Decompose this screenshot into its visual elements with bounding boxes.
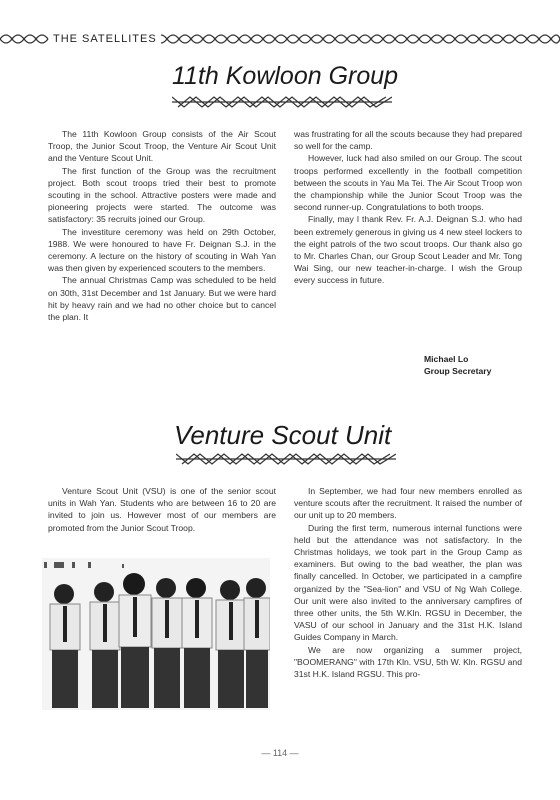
signature-name: Michael Lo: [424, 354, 469, 364]
paragraph: The 11th Kowloon Group consists of the Air Scout Troop, the Junior Scout Troop, the Venture Air Scout Unit and the Venture Scout Unit.: [48, 129, 276, 164]
paragraph: We are now organizing a summer project, "BOOMERANG" with 17th Kln. VSU, 5th W. Kln. RGSU and 31st H.K. Island RGSU. This pro-: [294, 644, 522, 680]
paragraph: The annual Christmas Camp was scheduled to be held on 30th, 31st December and 1st January. But we were hard hit by heavy rain and we had no other choice but to cancel the plan. It: [48, 275, 276, 323]
section-title-kowloon-group: 11th Kowloon Group: [172, 62, 399, 90]
section-title-venture-scout-unit: Venture Scout Unit: [174, 420, 392, 450]
paragraph: The investiture ceremony was held on 29th October, 1988. We were honoured to have Fr. Deignan S.J. in the ceremony. A lecture on the history of scouting in Wah Yan was then given by experienced scouters to the members.: [48, 226, 276, 274]
paragraph: The first function of the Group was the recruitment project. Both scout troops tried their best to promote scouting in the school. Attractive posters were made and pioneering projects were started. The outcome was satisfactory: 35 recruits joined our Group.: [48, 165, 276, 225]
paragraph: Venture Scout Unit (VSU) is one of the senior scout units in Wah Yan. Students who are between 16 to 20 are invited to join us. However most of our members are promoted from the Junior Scout Troop.: [48, 486, 276, 533]
section2-right-column: [294, 485, 522, 680]
section1-left-column: [48, 128, 276, 323]
paragraph: was frustrating for all the scouts because they had prepared so well for the camp.: [294, 129, 522, 152]
paragraph: Finally, may I thank Rev. Fr. A.J. Deignan S.J. who had been extremely generous in giving us 4 new steel lockers to the eight patrols of the two scout troops. Our thank also go to Mr. Charles Chan, our Group Scout Leader and Mr. Tong Wai Sing, our new teacher-in-charge. I wish the Group every success in future.: [294, 214, 522, 286]
paragraph: During the first term, numerous internal functions were held but the attendance was not satisfactory. In the Christmas holidays, we took part in the Group Camp as examiners. But owing to the bad weather, the plan was finally cancelled. In October, we participated in a campfire organized by the "Sea-lion" and VSU of Ng Wah College. Our unit were also invited to the anniversary campfires of three other units, the 5th W.Kln. RGSU in December, the VASU of our school in January and the 31st H.K. Island Guides Company in March.: [294, 522, 522, 643]
header-title: THE SATELLITES: [49, 33, 161, 45]
signature-role: Group Secretary: [424, 366, 492, 377]
group-photo: [42, 558, 270, 710]
rope-knot-ornament-icon: [176, 451, 396, 467]
paragraph: In September, we had four new members enrolled as venture scouts after the recruitment. It raised the number of our unit up to 20 members.: [294, 486, 522, 521]
paragraph: However, luck had also smiled on our Group. The scout troops performed excellently in the football competition between the scouts in Yau Ma Tei. The Air Scout Troop won the championship while the Junior Scout Troop was the second runner-up. Congratulations to both troops.: [294, 153, 522, 213]
scouts-photo-illustration: [42, 558, 270, 710]
section1-right-column: [294, 128, 522, 287]
signature-block: [424, 353, 491, 378]
rope-knot-ornament-icon: [172, 94, 392, 110]
page-number: — 114 —: [261, 748, 299, 758]
section2-left-column: [48, 485, 276, 534]
